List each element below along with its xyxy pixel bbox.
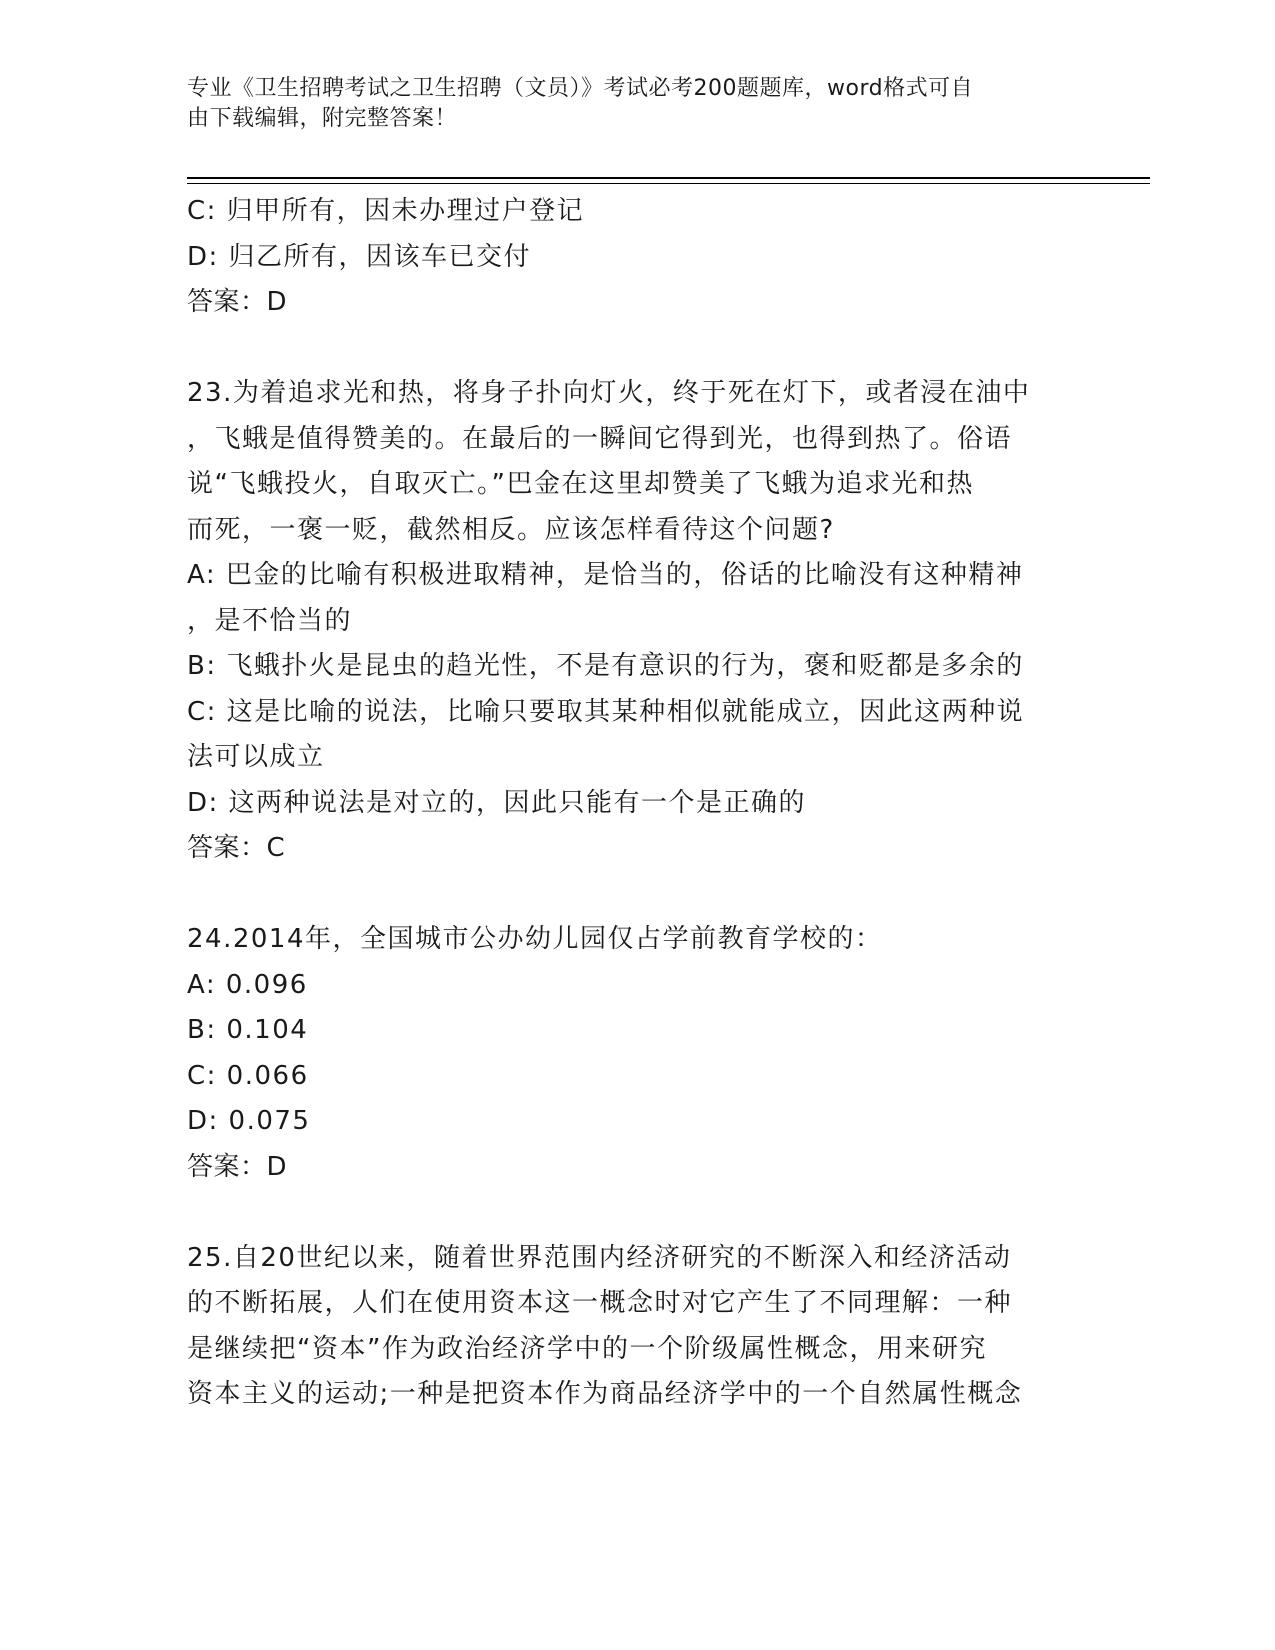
header-line-1: 专业《卫生招聘考试之卫生招聘（文员）》考试必考200题题库，word格式可自 — [187, 76, 974, 101]
spacer — [187, 326, 1072, 372]
q23-option-d: D: 这两种说法是对立的，因此只能有一个是正确的 — [187, 787, 807, 818]
header-divider-thin — [187, 183, 1150, 184]
q23-option-c-line-2: 法可以成立 — [187, 742, 325, 772]
header-divider-thick — [187, 177, 1150, 179]
q24-option-d: D: 0.075 — [187, 1106, 311, 1136]
spacer — [187, 1190, 1072, 1236]
q23-option-c-line-1: C: 这是比喻的说法，比喻只要取其某种相似就能成立，因此这两种说 — [187, 696, 1025, 727]
page-header — [187, 74, 1067, 134]
header-line-2: 由下载编辑，附完整答案！ — [187, 106, 458, 131]
q23-stem-line-4: 而死，一褒一贬，截然相反。应该怎样看待这个问题? — [187, 514, 835, 545]
q25-stem-line-4: 资本主义的运动;一种是把资本作为商品经济学中的一个自然属性概念 — [187, 1379, 1023, 1409]
q22-option-d: D: 归乙所有，因该车已交付 — [187, 241, 532, 272]
q25-stem-line-2: 的不断拓展，人们在使用资本这一概念时对它产生了不同理解：一种 — [187, 1288, 1013, 1318]
question-23 — [187, 371, 1072, 872]
q24-option-b: B: 0.104 — [187, 1015, 309, 1045]
question-content — [187, 189, 1072, 1418]
q22-answer: 答案：D — [187, 287, 288, 317]
q24-option-a: A: 0.096 — [187, 969, 308, 1000]
q25-stem-line-1: 25.自20世纪以来，随着世界范围内经济研究的不断深入和经济活动 — [187, 1242, 1012, 1273]
q23-option-a-line-2: ，是不恰当的 — [187, 605, 353, 636]
q22-option-c: C: 归甲所有，因未办理过户登记 — [187, 196, 585, 226]
q23-stem-line-2: ，飞蛾是值得赞美的。在最后的一瞬间它得到光，也得到热了。俗语 — [187, 423, 1013, 454]
q24-option-c: C: 0.066 — [187, 1060, 309, 1091]
q24-stem: 24.2014年，全国城市公办幼儿园仅占学前教育学校的： — [187, 924, 883, 954]
q23-answer: 答案：C — [187, 833, 286, 863]
question-24 — [187, 917, 1072, 1190]
question-25 — [187, 1236, 1072, 1418]
q23-option-a-line-1: A: 巴金的比喻有积极进取精神，是恰当的，俗话的比喻没有这种精神 — [187, 560, 1024, 590]
q24-answer: 答案：D — [187, 1151, 288, 1182]
q25-stem-line-3: 是继续把“资本”作为政治经济学中的一个阶级属性概念，用来研究 — [187, 1333, 987, 1364]
q23-stem-line-3: 说“飞蛾投火，自取灭亡。”巴金在这里却赞美了飞蛾为追求光和热 — [187, 469, 974, 499]
question-22-tail — [187, 189, 1072, 326]
q23-option-b: B: 飞蛾扑火是昆虫的趋光性，不是有意识的行为，褒和贬都是多余的 — [187, 651, 1024, 681]
q23-stem-line-1: 23.为着追求光和热，将身子扑向灯火，终于死在灯下，或者浸在油中 — [187, 378, 1031, 408]
spacer — [187, 872, 1072, 918]
